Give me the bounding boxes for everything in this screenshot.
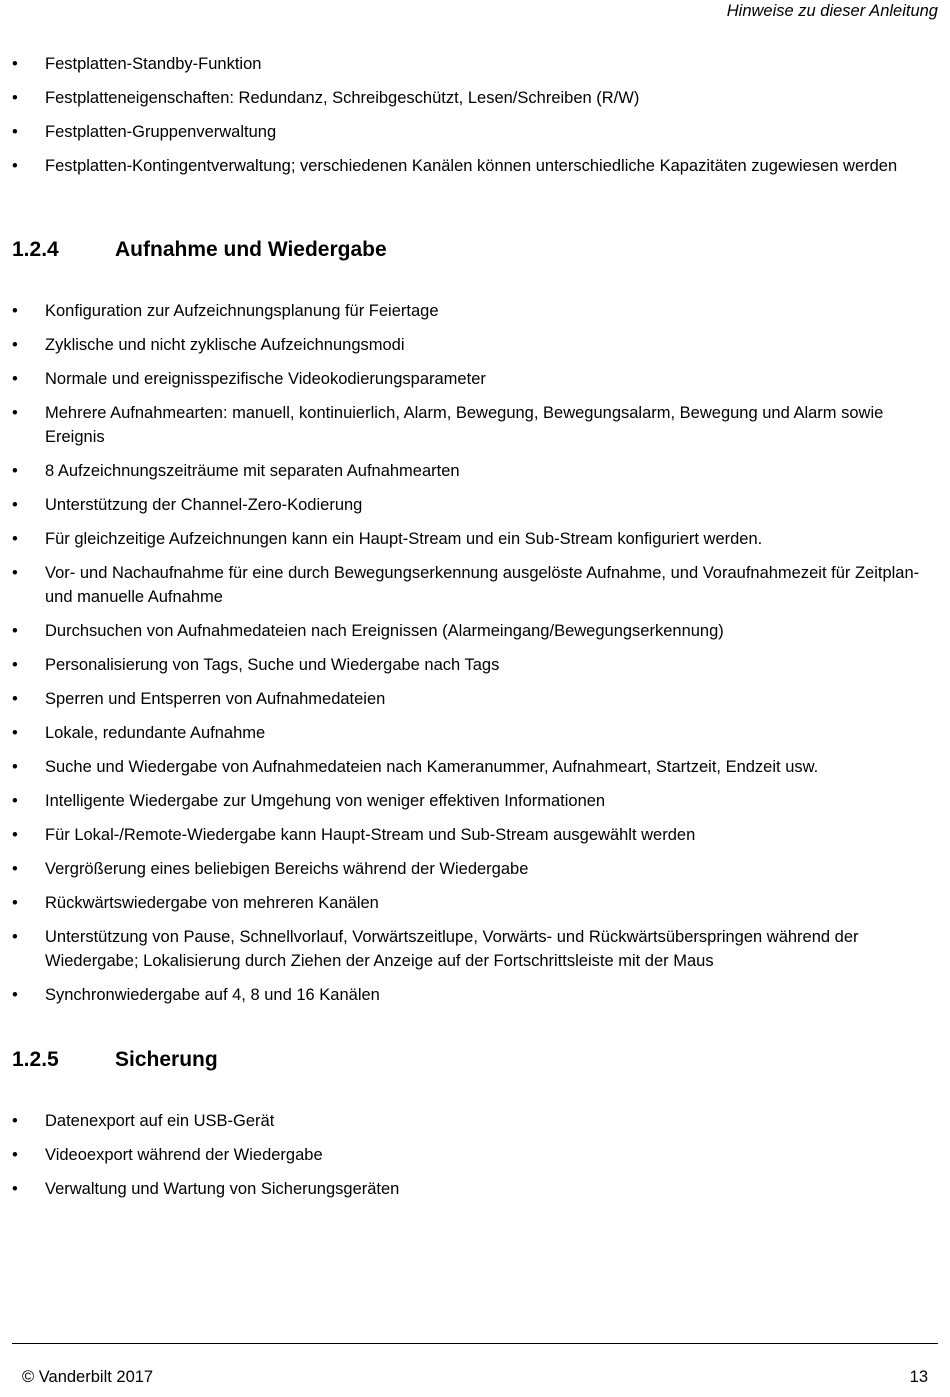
list-item — [0, 1109, 930, 1133]
list-item-text: Videoexport während der Wiedergabe — [45, 1146, 323, 1164]
list-item-text: Für gleichzeitige Aufzeichnungen kann ein Haupt-Stream und ein Sub-Stream konfiguriert werden. — [45, 530, 763, 548]
list-item-text: Zyklische und nicht zyklische Aufzeichnungsmodi — [45, 336, 405, 354]
bullet-icon: • — [12, 690, 18, 708]
list-item — [0, 367, 930, 391]
backup-list — [0, 1109, 930, 1211]
list-item — [0, 52, 930, 76]
list-item — [0, 86, 930, 110]
running-header: Hinweise zu dieser Anleitung — [726, 2, 938, 20]
section-heading-backup — [12, 1046, 218, 1074]
page-number: 13 — [909, 1368, 928, 1386]
list-item-text: Verwaltung und Wartung von Sicherungsgeräten — [45, 1180, 400, 1198]
bullet-icon: • — [12, 123, 18, 141]
list-item — [0, 120, 930, 144]
list-item-text: 8 Aufzeichnungszeiträume mit separaten Aufnahmearten — [45, 462, 460, 480]
bullet-icon: • — [12, 564, 18, 582]
bullet-icon: • — [12, 826, 18, 844]
list-item-text: Unterstützung der Channel-Zero-Kodierung — [45, 496, 363, 514]
footer-copyright: © Vanderbilt 2017 — [22, 1368, 154, 1386]
bullet-icon: • — [12, 496, 18, 514]
list-item-text: Durchsuchen von Aufnahmedateien nach Ereignissen (Alarmeingang/Bewegungserkennung) — [45, 622, 724, 640]
bullet-icon: • — [12, 530, 18, 548]
bullet-icon: • — [12, 758, 18, 776]
list-item — [0, 857, 930, 881]
list-item — [0, 401, 930, 449]
list-item-text: Normale und ereignisspezifische Videokodierungsparameter — [45, 370, 486, 388]
list-item-text: Datenexport auf ein USB-Gerät — [45, 1112, 275, 1130]
list-item — [0, 154, 930, 178]
list-item-text: Rückwärtswiedergabe von mehreren Kanälen — [45, 894, 379, 912]
list-item-text: Sperren und Entsperren von Aufnahmedateien — [45, 690, 386, 708]
bullet-icon: • — [12, 336, 18, 354]
bullet-icon: • — [12, 1112, 18, 1130]
recording-playback-list — [0, 299, 930, 1017]
list-item — [0, 891, 930, 915]
list-item-text: Für Lokal-/Remote-Wiedergabe kann Haupt-Stream und Sub-Stream ausgewählt werden — [45, 826, 696, 844]
list-item-text: Lokale, redundante Aufnahme — [45, 724, 266, 742]
intro-bullet-list — [0, 52, 930, 188]
list-item — [0, 789, 930, 813]
bullet-icon: • — [12, 894, 18, 912]
list-item-text: Festplatteneigenschaften: Redundanz, Schreibgeschützt, Lesen/Schreiben (R/W) — [45, 89, 640, 107]
bullet-icon: • — [12, 928, 18, 946]
bullet-icon: • — [12, 986, 18, 1004]
list-item-text: Unterstützung von Pause, Schnellvorlauf, Vorwärtszeitlupe, Vorwärts- und Rückwärtsüberspringen während der Wiedergabe; Lokalisierung durch Ziehen der Anzeige auf der Fortschrittsleiste mit der Maus — [45, 928, 859, 970]
list-item — [0, 333, 930, 357]
section-number: 1.2.4 — [12, 238, 59, 261]
list-item-text: Personalisierung von Tags, Suche und Wiedergabe nach Tags — [45, 656, 500, 674]
list-item — [0, 983, 930, 1007]
footer-divider — [12, 1343, 938, 1344]
list-item-text: Festplatten-Gruppenverwaltung — [45, 123, 277, 141]
list-item — [0, 687, 930, 711]
bullet-icon: • — [12, 55, 18, 73]
bullet-icon: • — [12, 1146, 18, 1164]
list-item-text: Festplatten-Kontingentverwaltung; verschiedenen Kanälen können unterschiedliche Kapazitäten zugewiesen werden — [45, 157, 898, 175]
list-item-text: Konfiguration zur Aufzeichnungsplanung für Feiertage — [45, 302, 439, 320]
list-item — [0, 619, 930, 643]
list-item — [0, 1143, 930, 1167]
list-item — [0, 527, 930, 551]
bullet-icon: • — [12, 622, 18, 640]
list-item-text: Synchronwiedergabe auf 4, 8 und 16 Kanälen — [45, 986, 380, 1004]
bullet-icon: • — [12, 860, 18, 878]
list-item — [0, 721, 930, 745]
bullet-icon: • — [12, 404, 18, 422]
section-title: Aufnahme und Wiedergabe — [115, 238, 387, 261]
bullet-icon: • — [12, 157, 18, 175]
list-item — [0, 823, 930, 847]
section-number: 1.2.5 — [12, 1048, 59, 1071]
bullet-icon: • — [12, 370, 18, 388]
bullet-icon: • — [12, 656, 18, 674]
list-item — [0, 459, 930, 483]
list-item-text: Festplatten-Standby-Funktion — [45, 55, 262, 73]
bullet-icon: • — [12, 89, 18, 107]
bullet-icon: • — [12, 724, 18, 742]
bullet-icon: • — [12, 792, 18, 810]
bullet-icon: • — [12, 1180, 18, 1198]
list-item-text: Suche und Wiedergabe von Aufnahmedateien nach Kameranummer, Aufnahmeart, Startzeit, Endzeit usw. — [45, 758, 819, 776]
list-item-text: Mehrere Aufnahmearten: manuell, kontinuierlich, Alarm, Bewegung, Bewegungsalarm, Bewegung und Alarm sowie Ereignis — [45, 404, 884, 446]
list-item — [0, 561, 930, 609]
list-item — [0, 925, 930, 973]
list-item — [0, 653, 930, 677]
section-title: Sicherung — [115, 1048, 218, 1071]
list-item — [0, 1177, 930, 1201]
section-heading-recording-playback — [12, 236, 387, 264]
list-item-text: Vor- und Nachaufnahme für eine durch Bewegungserkennung ausgelöste Aufnahme, und Voraufnahmezeit für Zeitplan- und manuelle Aufnahme — [45, 564, 920, 606]
list-item — [0, 299, 930, 323]
list-item-text: Intelligente Wiedergabe zur Umgehung von weniger effektiven Informationen — [45, 792, 606, 810]
list-item — [0, 493, 930, 517]
bullet-icon: • — [12, 302, 18, 320]
list-item — [0, 755, 930, 779]
bullet-icon: • — [12, 462, 18, 480]
list-item-text: Vergrößerung eines beliebigen Bereichs während der Wiedergabe — [45, 860, 529, 878]
